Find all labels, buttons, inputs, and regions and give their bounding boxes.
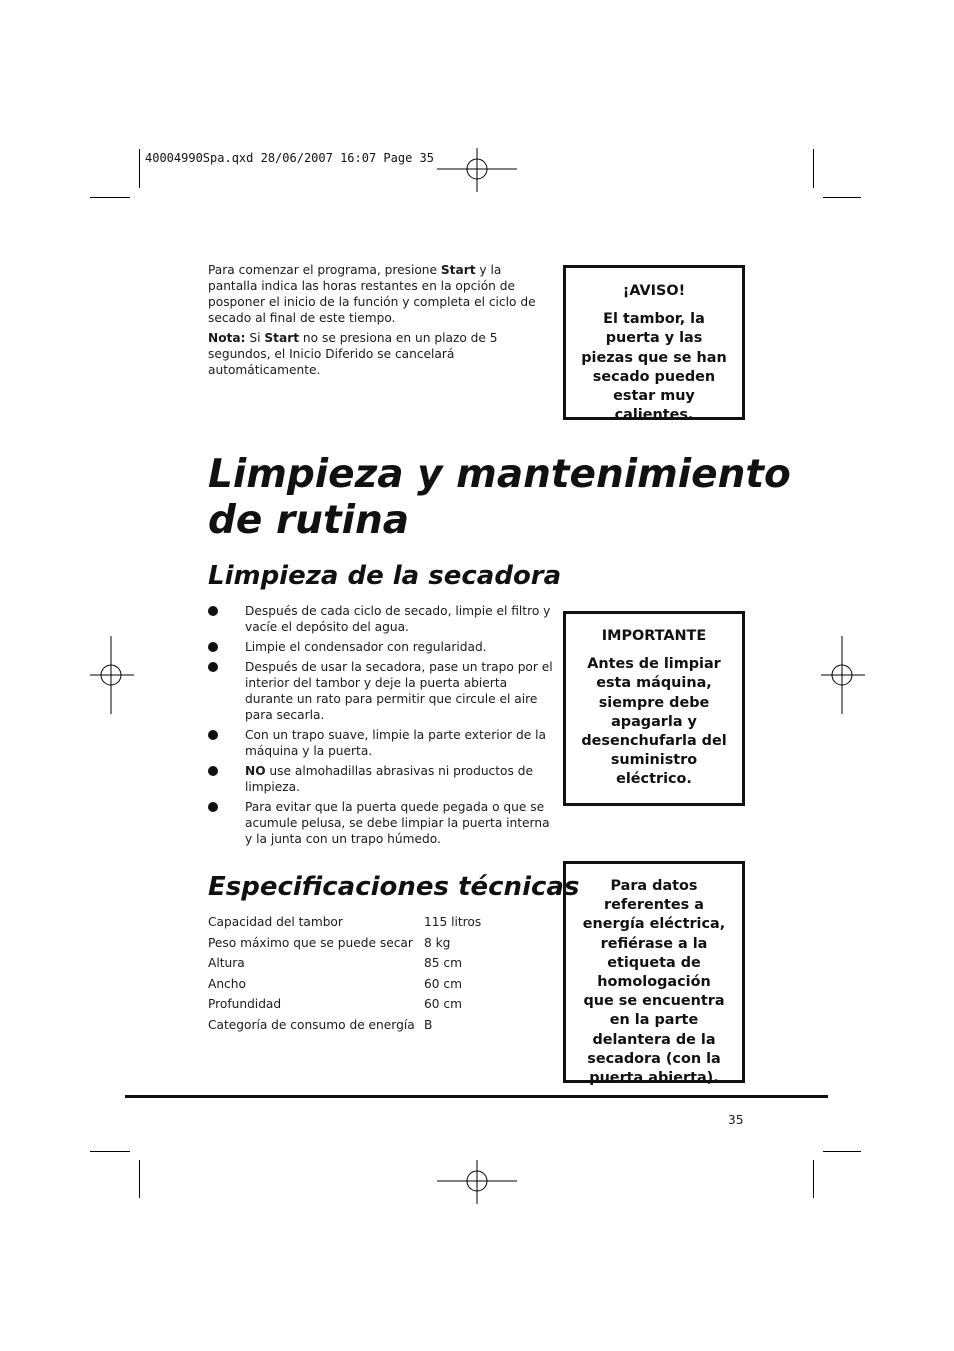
registration-mark-icon xyxy=(437,1160,517,1204)
important-box xyxy=(563,611,745,806)
registration-mark-icon xyxy=(437,148,517,192)
list-item-text: Limpie el condensador con regularidad. xyxy=(245,640,487,654)
spec-value: B xyxy=(424,1017,433,1032)
registration-mark-icon xyxy=(90,636,134,714)
note-paragraph xyxy=(208,330,553,378)
crop-mark xyxy=(139,149,140,188)
warning-text: El tambor, la puerta y las piezas que se han secado pueden estar muy calientes. xyxy=(581,311,727,424)
important-heading: IMPORTANTE xyxy=(601,628,707,644)
specs-table xyxy=(208,914,481,1037)
table-row xyxy=(208,976,481,997)
text-run: Si xyxy=(245,331,265,345)
page-number: 35 xyxy=(728,1113,744,1127)
page-title: Limpieza y mantenimiento de rutina xyxy=(208,452,791,543)
text-run: no se presiona en un plazo de 5 segundos, el Inicio Diferido se cancelará automáticamente. xyxy=(208,331,498,377)
bullet-icon xyxy=(208,766,218,776)
bullet-icon xyxy=(208,642,218,652)
crop-mark xyxy=(823,1151,861,1152)
list-item-text: Con un trapo suave, limpie la parte exterior de la máquina y la puerta. xyxy=(245,728,546,758)
spec-label: Profundidad xyxy=(208,997,282,1011)
text-run-bold: Nota: xyxy=(208,331,246,345)
warning-box xyxy=(563,265,745,424)
footer-rule xyxy=(125,1095,828,1098)
crop-mark xyxy=(90,1151,130,1152)
text-run-bold: Start xyxy=(440,263,476,277)
list-item xyxy=(208,603,553,635)
table-row xyxy=(208,914,481,935)
list-item-text: Para evitar que la puerta quede pegada o que se acumule pelusa, se debe limpiar la puerta interna y la junta con un trapo húmedo. xyxy=(245,800,550,846)
crop-mark xyxy=(139,1160,140,1198)
energy-info-text: Para datos referentes a energía eléctrica, refiérase a la etiqueta de homologación que se encuentra en la parte delantera de la secadora (con la puerta abierta). xyxy=(582,878,726,1087)
table-row xyxy=(208,935,481,956)
cleaning-list xyxy=(208,603,553,851)
text-run-bold: NO xyxy=(245,764,266,778)
crop-mark xyxy=(813,149,814,188)
spec-value: 60 cm xyxy=(424,976,462,991)
bullet-icon xyxy=(208,802,218,812)
spec-value: 8 kg xyxy=(424,935,451,950)
warning-heading: ¡AVISO! xyxy=(622,283,686,299)
intro-paragraph xyxy=(208,262,553,326)
table-row xyxy=(208,996,481,1017)
spec-label: Capacidad del tambor xyxy=(208,915,343,929)
spec-label: Categoría de consumo de energía xyxy=(208,1017,415,1032)
list-item xyxy=(208,659,553,723)
table-row xyxy=(208,955,481,976)
bullet-icon xyxy=(208,606,218,616)
spec-label: Peso máximo que se puede secar xyxy=(208,935,413,950)
list-item-text: use almohadillas abrasivas ni productos de limpieza. xyxy=(245,764,533,794)
text-run-bold: Start xyxy=(264,331,300,345)
spec-value: 115 litros xyxy=(424,915,482,929)
list-item-text: Después de cada ciclo de secado, limpie el filtro y vacíe el depósito del agua. xyxy=(245,604,551,634)
spec-value: 85 cm xyxy=(424,956,462,970)
bullet-icon xyxy=(208,730,218,740)
table-row xyxy=(208,1017,481,1038)
bullet-icon xyxy=(208,662,218,672)
crop-mark xyxy=(823,197,861,198)
spec-label: Ancho xyxy=(208,976,246,991)
file-slug: 40004990Spa.qxd 28/06/2007 16:07 Page 35 xyxy=(145,151,434,165)
spec-label: Altura xyxy=(208,956,245,970)
intro-text xyxy=(208,262,553,382)
list-item xyxy=(208,639,553,655)
section-title-specs: Especificaciones técnicas xyxy=(208,872,580,902)
spec-value: 60 cm xyxy=(424,997,462,1011)
energy-info-box xyxy=(563,861,745,1087)
list-item xyxy=(208,763,553,795)
crop-mark xyxy=(90,197,130,198)
section-title-cleaning: Limpieza de la secadora xyxy=(208,561,562,591)
important-text: Antes de limpiar esta máquina, siempre debe apagarla y desenchufarla del suministro eléctrico. xyxy=(581,656,727,788)
text-run: Para comenzar el programa, presione xyxy=(208,263,441,277)
text-run: y la pantalla indica las horas restantes en la opción de posponer el inicio de la función y completa el ciclo de secado al final de este tiempo. xyxy=(208,263,536,325)
list-item xyxy=(208,727,553,759)
list-item xyxy=(208,799,553,847)
crop-mark xyxy=(813,1160,814,1198)
registration-mark-icon xyxy=(821,636,865,714)
list-item-text: Después de usar la secadora, pase un trapo por el interior del tambor y deje la puerta abierta durante un rato para permitir que circule el aire para secarla. xyxy=(245,660,553,722)
